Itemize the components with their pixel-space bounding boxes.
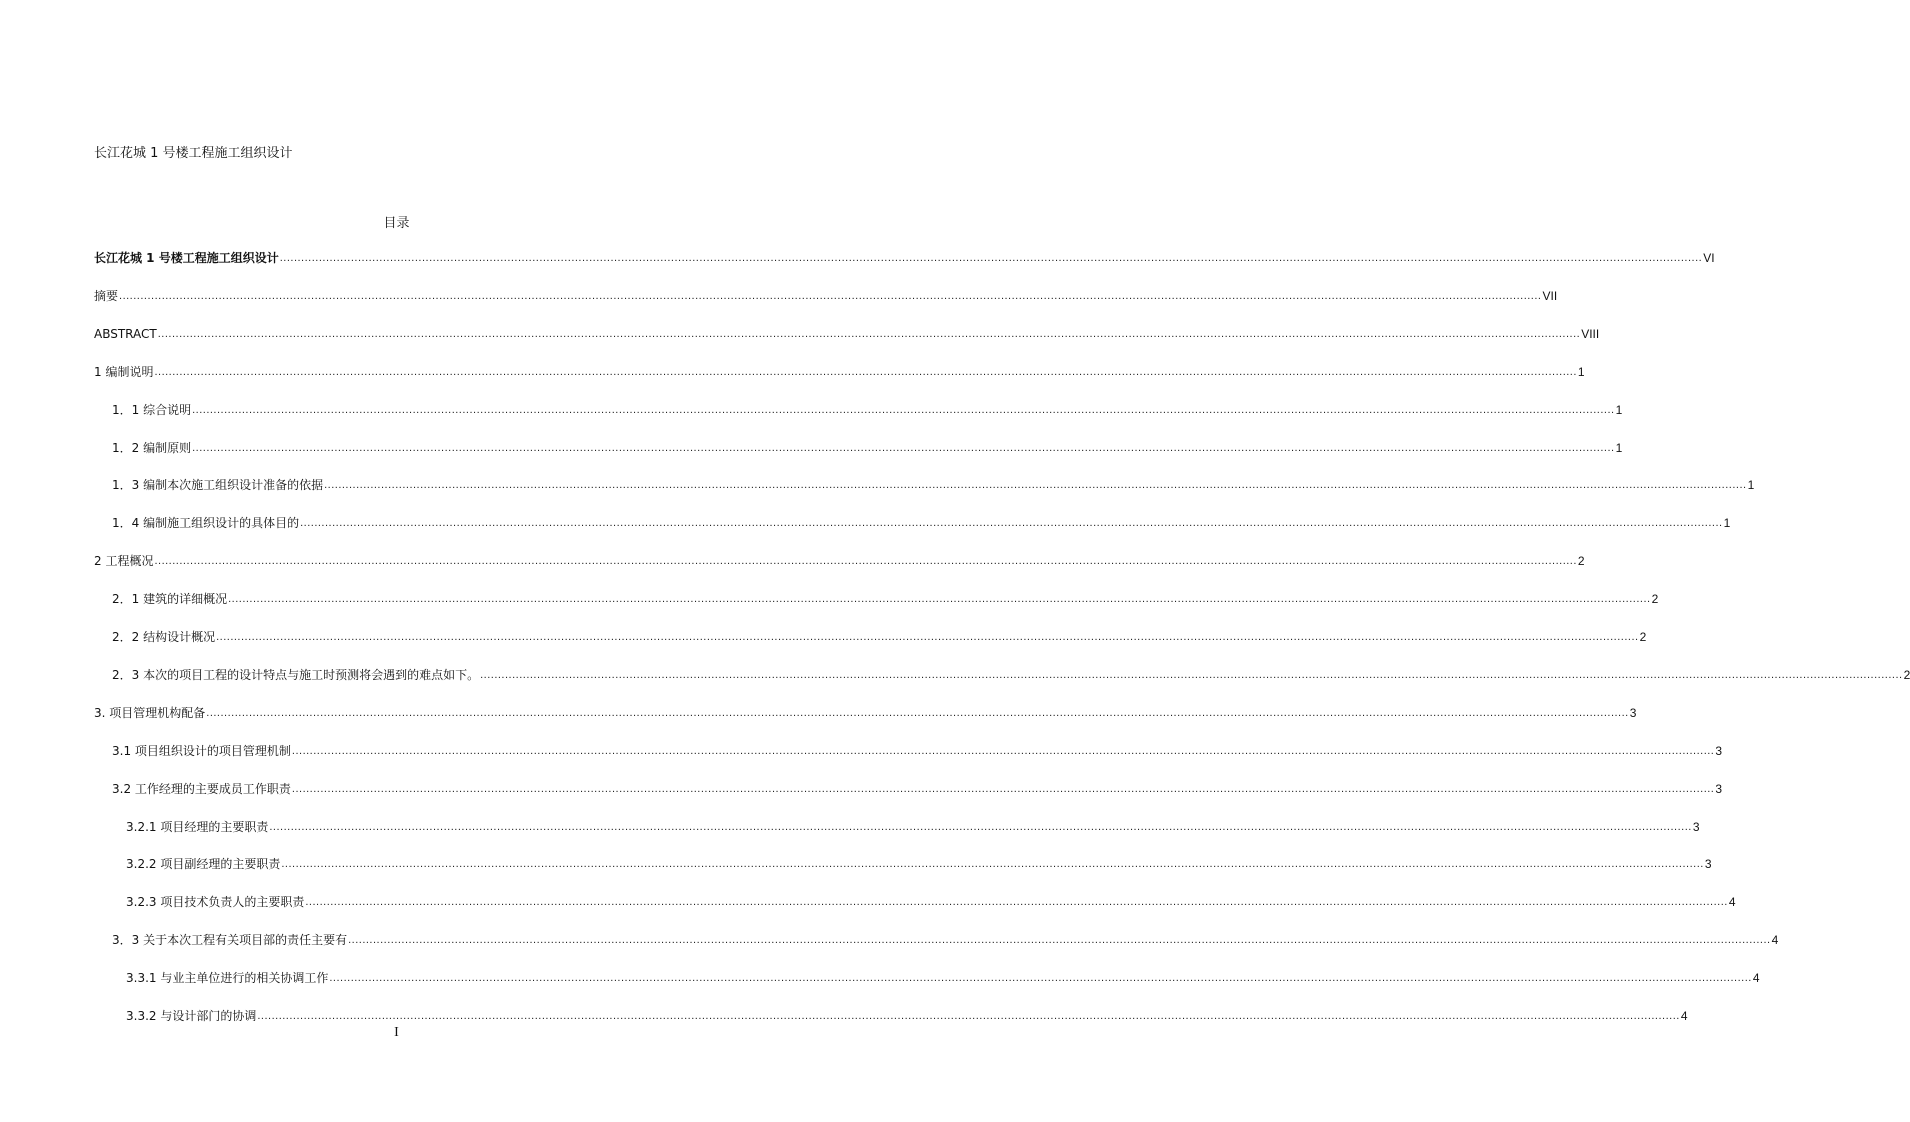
toc-entry-page-number: 1 [1577,365,1585,379]
toc-dot-leader: ................................................................................................................................................................................................................................................................................................................................................................................................................ [329,972,1752,984]
toc-heading: 目录 [383,216,410,231]
toc-dot-leader: ................................................................................................................................................................................................................................................................................................................................................................................................................ [216,631,1639,643]
toc-entry[interactable] [126,855,1712,873]
toc-entry-page-number: 4 [1752,971,1760,985]
toc-entry[interactable] [126,893,1736,911]
toc-entry[interactable] [112,780,1723,798]
toc-dot-leader: ................................................................................................................................................................................................................................................................................................................................................................................................................ [324,479,1747,491]
toc-entry-label: 2 工程概况 [94,554,154,568]
toc-entry-page-number: 1 [1615,403,1623,417]
toc-entry[interactable] [126,969,1760,987]
toc-entry-page-number: VII [1542,289,1558,303]
toc-entry-label: 2．3 本次的项目工程的设计特点与施工时预测将会遇到的难点如下。 [112,668,480,682]
toc-entry-label: 3.2 工作经理的主要成员工作职责 [112,782,291,796]
toc-dot-leader: ................................................................................................................................................................................................................................................................................................................................................................................................................ [119,290,1542,302]
toc-entry-label: 摘要 [94,289,119,303]
toc-entry-page-number: 3 [1704,857,1712,871]
toc-dot-leader: ................................................................................................................................................................................................................................................................................................................................................................................................................ [154,366,1577,378]
toc-entry[interactable] [94,325,1600,343]
toc-entry-page-number: 4 [1771,933,1779,947]
toc-entry-label: 2．2 结构设计概况 [112,630,216,644]
toc-entry-label: 1．2 编制原则 [112,441,192,455]
toc-dot-leader: ................................................................................................................................................................................................................................................................................................................................................................................................................ [192,442,1615,454]
toc-dot-leader: ................................................................................................................................................................................................................................................................................................................................................................................................................ [154,555,1577,567]
toc-dot-leader: ................................................................................................................................................................................................................................................................................................................................................................................................................ [157,328,1581,340]
toc-dot-leader: ................................................................................................................................................................................................................................................................................................................................................................................................................ [206,707,1629,719]
toc-entry[interactable] [94,287,1558,305]
toc-dot-leader: ................................................................................................................................................................................................................................................................................................................................................................................................................ [480,669,1903,681]
toc-entry-label: ABSTRACT [94,327,157,341]
toc-dot-leader: ................................................................................................................................................................................................................................................................................................................................................................................................................ [348,934,1771,946]
toc-entry[interactable] [112,931,1779,949]
toc-entry-label: 3. 项目管理机构配备 [94,706,206,720]
toc-dot-leader: ................................................................................................................................................................................................................................................................................................................................................................................................................ [281,858,1704,870]
toc-entry-page-number: VI [1703,251,1715,265]
toc-entry[interactable] [112,666,1910,684]
toc-dot-leader: ................................................................................................................................................................................................................................................................................................................................................................................................................ [291,783,1715,795]
toc-entry-page-number: 1 [1747,478,1755,492]
toc-entry[interactable] [94,249,1715,267]
toc-entry-label: 3.2.1 项目经理的主要职责 [126,820,269,834]
toc-entry-page-number: 4 [1680,1009,1688,1023]
toc-entry-page-number: 2 [1651,592,1659,606]
toc-dot-leader: ................................................................................................................................................................................................................................................................................................................................................................................................................ [257,1010,1680,1022]
toc-entry[interactable] [112,514,1731,532]
toc-entry-label: 3.1 项目组织设计的项目管理机制 [112,744,291,758]
toc-entry[interactable] [94,363,1585,381]
toc-entry-page-number: 2 [1903,668,1910,682]
toc-entry-label: 3．3 关于本次工程有关项目部的责任主要有 [112,933,348,947]
toc-entry-label: 长江花城 1 号楼工程施工组织设计 [94,251,279,265]
toc-entry[interactable] [112,476,1755,494]
toc-entry[interactable] [112,439,1623,457]
toc-entry[interactable] [112,742,1723,760]
toc-entry[interactable] [94,704,1637,722]
toc-dot-leader: ................................................................................................................................................................................................................................................................................................................................................................................................................ [291,745,1715,757]
toc-entry-label: 3.3.2 与设计部门的协调 [126,1009,257,1023]
toc-entry-label: 1．3 编制本次施工组织设计准备的依据 [112,478,324,492]
toc-entry-page-number: VIII [1581,327,1600,341]
toc-entry-label: 2．1 建筑的详细概况 [112,592,228,606]
toc-dot-leader: ................................................................................................................................................................................................................................................................................................................................................................................................................ [300,517,1723,529]
toc-entry[interactable] [126,1007,1688,1025]
toc-entry-page-number: 2 [1639,630,1647,644]
toc-entry[interactable] [94,552,1585,570]
toc-entry-page-number: 3 [1715,782,1723,796]
toc-entry-label: 3.2.2 项目副经理的主要职责 [126,857,281,871]
toc-dot-leader: ................................................................................................................................................................................................................................................................................................................................................................................................................ [228,593,1651,605]
toc-entry[interactable] [126,818,1700,836]
document-title: 长江花城 1 号楼工程施工组织设计 [94,146,293,161]
toc-entry-label: 3.2.3 项目技术负责人的主要职责 [126,895,305,909]
toc-entry-page-number: 1 [1723,516,1731,530]
page-number-footer: I [394,1025,399,1040]
toc-dot-leader: ................................................................................................................................................................................................................................................................................................................................................................................................................ [192,404,1615,416]
toc-entry-page-number: 3 [1715,744,1723,758]
toc-entry-label: 1 编制说明 [94,365,154,379]
toc-entry-page-number: 3 [1629,706,1637,720]
toc-entry-label: 1．4 编制施工组织设计的具体目的 [112,516,300,530]
toc-entry[interactable] [112,401,1623,419]
toc-dot-leader: ................................................................................................................................................................................................................................................................................................................................................................................................................ [279,252,1703,264]
toc-entry[interactable] [112,590,1659,608]
toc-entry-label: 1．1 综合说明 [112,403,192,417]
toc-dot-leader: ................................................................................................................................................................................................................................................................................................................................................................................................................ [305,896,1728,908]
toc-dot-leader: ................................................................................................................................................................................................................................................................................................................................................................................................................ [269,821,1692,833]
toc-entry-page-number: 4 [1728,895,1736,909]
toc-entry-page-number: 3 [1692,820,1700,834]
toc-entry-page-number: 1 [1615,441,1623,455]
toc-entry[interactable] [112,628,1647,646]
toc-entry-label: 3.3.1 与业主单位进行的相关协调工作 [126,971,329,985]
toc-entry-page-number: 2 [1577,554,1585,568]
